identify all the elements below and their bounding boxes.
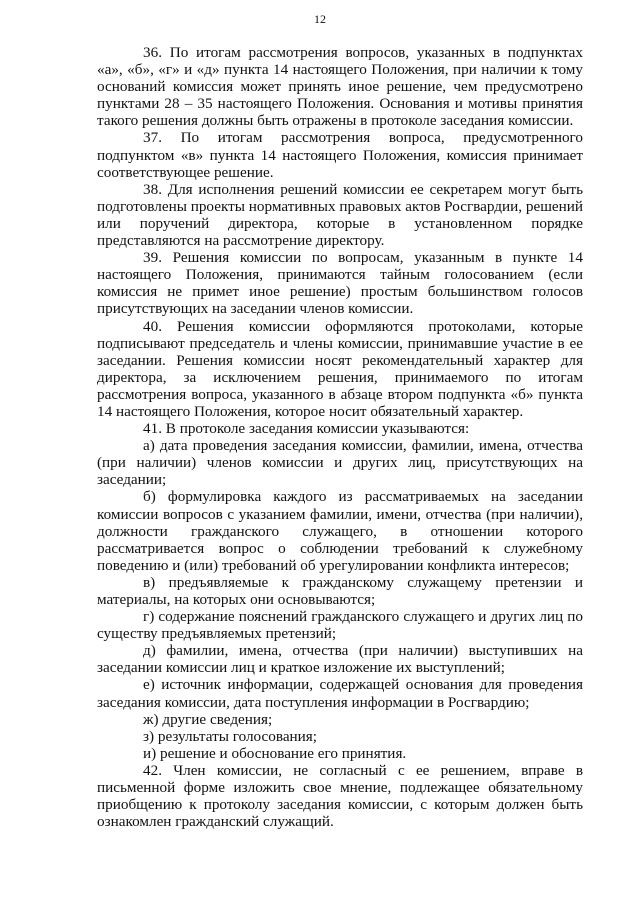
paragraph-40: 40. Решения комиссии оформляются протоколами, которые подписывают председатель и члены комиссии, принимавшие участие в ее заседании. Решения комиссии носят рекомендательный характер для директора, за исключением решения, принимаемого по итогам рассмотрения вопроса, указанного в абзаце втором подпункта «б» пункта 14 настоящего Положения, которое носит обязательный характер. bbox=[97, 317, 583, 420]
document-body bbox=[97, 44, 583, 830]
paragraph-41-zh: ж) другие сведения; bbox=[143, 710, 273, 728]
paragraph-41-z: з) результаты голосования; bbox=[143, 727, 318, 745]
paragraph-39: 39. Решения комиссии по вопросам, указанным в пункте 14 настоящего Положения, принимаются тайным голосованием (если комиссия не примет иное решение) простым большинством голосов присутствующих на заседании членов комиссии. bbox=[97, 249, 583, 318]
paragraph-42: 42. Член комиссии, не согласный с ее решением, вправе в письменной форме изложить свое мнение, подлежащее обязательному приобщению к протоколу заседания комиссии, с которым должен быть ознакомлен гражданский служащий. bbox=[97, 761, 583, 831]
paragraph-41-a: а) дата проведения заседания комиссии, фамилии, имена, отчества (при наличии) членов комиссии и других лиц, присутствующих на заседании; bbox=[97, 437, 583, 489]
paragraph-36: 36. По итогам рассмотрения вопросов, указанных в подпунктах «а», «б», «г» и «д» пункта 14 настоящего Положения, при наличии к тому оснований комиссия может принять иное решение, чем предусмотрено пунктами 28 – 35 настоящего Положения. Основания и мотивы принятия такого решения должны быть отражены в протоколе заседания комиссии. bbox=[97, 44, 583, 130]
paragraph-41-e: е) источник информации, содержащей основания для проведения заседания комиссии, дата поступления информации в Росгвардию; bbox=[97, 676, 583, 711]
paragraph-41-d: д) фамилии, имена, отчества (при наличии) выступивших на заседании комиссии лиц и краткое изложение их выступлений; bbox=[97, 642, 583, 677]
paragraph-41-b: б) формулировка каждого из рассматриваемых на заседании комиссии вопросов с указанием фамилии, имени, отчества (при наличии), должности гражданского служащего, в отношении которого рассматривается вопрос о соблюдении требований к служебному поведению и (или) требований об урегулировании конфликта интересов; bbox=[97, 488, 583, 574]
paragraph-37: 37. По итогам рассмотрения вопроса, предусмотренного подпунктом «в» пункта 14 настоящего Положения, комиссия принимает соответствующее решение. bbox=[97, 129, 583, 181]
page-number: 12 bbox=[314, 12, 326, 26]
paragraph-41-v: в) предъявляемые к гражданскому служащему претензии и материалы, на которых они основываются; bbox=[97, 573, 583, 608]
paragraph-41: 41. В протоколе заседания комиссии указываются: bbox=[143, 420, 470, 438]
paragraph-41-i: и) решение и обоснование его принятия. bbox=[143, 744, 407, 762]
paragraph-41-g: г) содержание пояснений гражданского служащего и других лиц по существу предъявляемых претензий; bbox=[97, 608, 583, 643]
paragraph-38: 38. Для исполнения решений комиссии ее секретарем могут быть подготовлены проекты нормативных правовых актов Росгвардии, решений или поручений директора, которые в установленном порядке представляются на рассмотрение директору. bbox=[97, 180, 584, 250]
